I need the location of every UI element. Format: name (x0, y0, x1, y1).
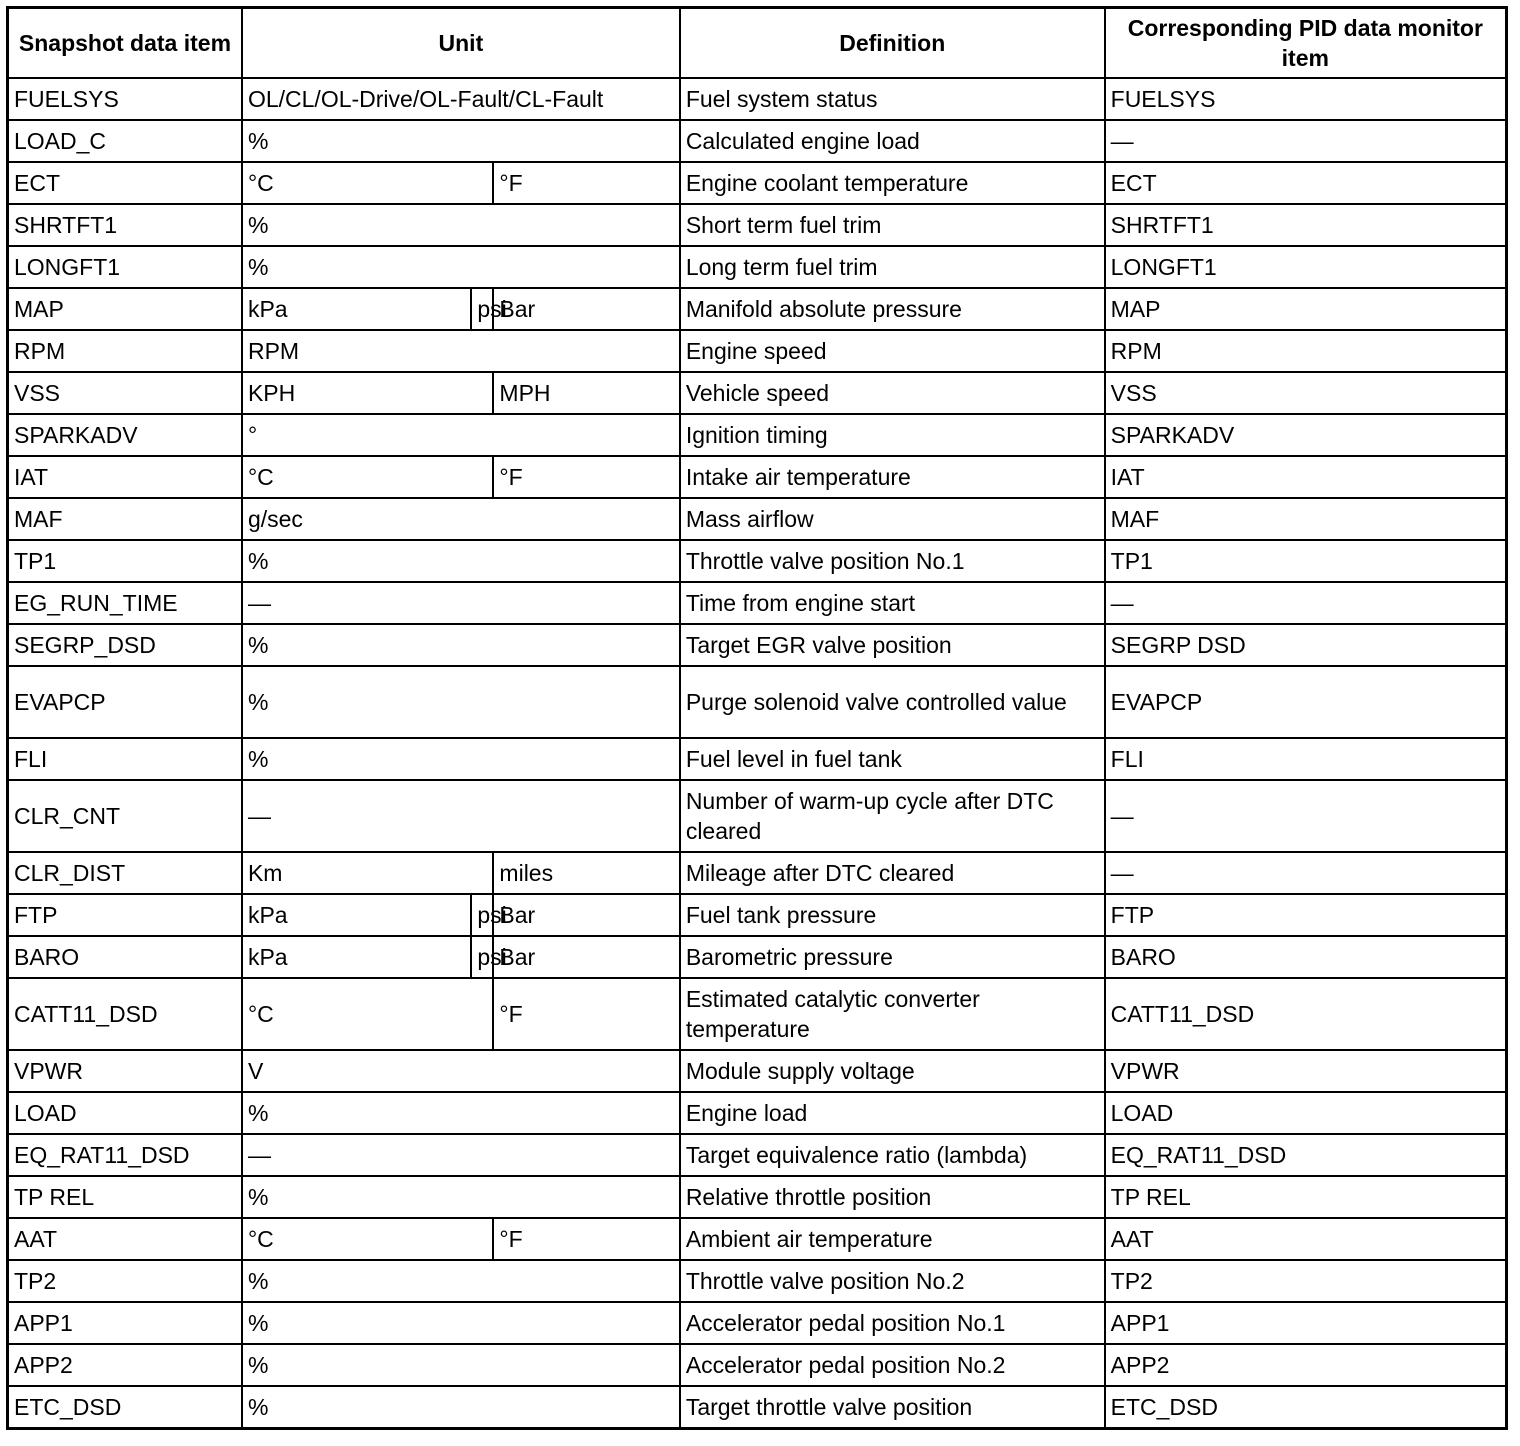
header-pid-item: Corresponding PID data monitor item (1105, 8, 1507, 79)
definition-cell: Estimated catalytic converter temperature (680, 978, 1105, 1050)
definition-cell: Number of warm-up cycle after DTC cleared (680, 780, 1105, 852)
table-header-row (8, 8, 1507, 79)
unit-cell: % (242, 1344, 680, 1386)
snapshot-item-cell: LOAD_C (8, 120, 242, 162)
pid-item-cell: LONGFT1 (1105, 246, 1507, 288)
unit-cell: °C (242, 1218, 493, 1260)
unit-alt-cell: °F (493, 1218, 679, 1260)
table-body (8, 78, 1507, 1428)
definition-cell: Ambient air temperature (680, 1218, 1105, 1260)
snapshot-item-cell: CATT11_DSD (8, 978, 242, 1050)
unit-cell: % (242, 1386, 680, 1428)
unit-cell: °C (242, 978, 493, 1050)
unit-cell: % (242, 738, 680, 780)
header-unit: Unit (242, 8, 680, 79)
table-row (8, 1344, 1507, 1386)
table-row (8, 1176, 1507, 1218)
table-row (8, 894, 1507, 936)
snapshot-item-cell: MAP (8, 288, 242, 330)
snapshot-item-cell: ECT (8, 162, 242, 204)
table-row (8, 1134, 1507, 1176)
snapshot-item-cell: CLR_CNT (8, 780, 242, 852)
unit-cell: Km (242, 852, 493, 894)
unit-cell: °C (242, 456, 493, 498)
table-row (8, 120, 1507, 162)
unit-alt-cell: °F (493, 978, 679, 1050)
table-row (8, 1386, 1507, 1428)
pid-item-cell: BARO (1105, 936, 1507, 978)
unit-cell: g/sec (242, 498, 680, 540)
definition-cell: Long term fuel trim (680, 246, 1105, 288)
snapshot-data-document (6, 6, 1508, 1430)
unit-alt2-cell: Bar (493, 894, 679, 936)
unit-cell: ° (242, 414, 680, 456)
unit-alt2-cell: Bar (493, 936, 679, 978)
unit-alt-cell: MPH (493, 372, 679, 414)
table-row (8, 498, 1507, 540)
snapshot-item-cell: FTP (8, 894, 242, 936)
unit-cell: % (242, 1092, 680, 1134)
pid-item-cell: IAT (1105, 456, 1507, 498)
pid-item-cell: FTP (1105, 894, 1507, 936)
unit-cell: % (242, 204, 680, 246)
definition-cell: Mass airflow (680, 498, 1105, 540)
table-row (8, 852, 1507, 894)
definition-cell: Calculated engine load (680, 120, 1105, 162)
definition-cell: Engine load (680, 1092, 1105, 1134)
snapshot-item-cell: BARO (8, 936, 242, 978)
table-row (8, 582, 1507, 624)
snapshot-item-cell: LOAD (8, 1092, 242, 1134)
unit-cell: % (242, 540, 680, 582)
table-row (8, 780, 1507, 852)
pid-item-cell: MAF (1105, 498, 1507, 540)
pid-item-cell: MAP (1105, 288, 1507, 330)
unit-alt-cell: psi (471, 288, 493, 330)
definition-cell: Throttle valve position No.2 (680, 1260, 1105, 1302)
pid-item-cell: — (1105, 120, 1507, 162)
definition-cell: Target equivalence ratio (lambda) (680, 1134, 1105, 1176)
snapshot-item-cell: SHRTFT1 (8, 204, 242, 246)
definition-cell: Fuel system status (680, 78, 1105, 120)
header-snapshot-data-item: Snapshot data item (8, 8, 242, 79)
snapshot-item-cell: FUELSYS (8, 78, 242, 120)
snapshot-item-cell: CLR_DIST (8, 852, 242, 894)
unit-cell: — (242, 582, 680, 624)
snapshot-item-cell: EG_RUN_TIME (8, 582, 242, 624)
unit-alt-cell: °F (493, 456, 679, 498)
snapshot-item-cell: APP1 (8, 1302, 242, 1344)
snapshot-item-cell: TP2 (8, 1260, 242, 1302)
definition-cell: Fuel tank pressure (680, 894, 1105, 936)
unit-alt-cell: miles (493, 852, 679, 894)
table-row (8, 666, 1507, 738)
unit-cell: % (242, 246, 680, 288)
pid-item-cell: APP1 (1105, 1302, 1507, 1344)
pid-item-cell: VPWR (1105, 1050, 1507, 1092)
unit-cell: °C (242, 162, 493, 204)
pid-item-cell: TP REL (1105, 1176, 1507, 1218)
definition-cell: Time from engine start (680, 582, 1105, 624)
pid-item-cell: — (1105, 582, 1507, 624)
unit-cell: OL/CL/OL-Drive/OL-Fault/CL-Fault (242, 78, 680, 120)
definition-cell: Relative throttle position (680, 1176, 1105, 1218)
definition-cell: Short term fuel trim (680, 204, 1105, 246)
definition-cell: Accelerator pedal position No.2 (680, 1344, 1105, 1386)
pid-item-cell: TP1 (1105, 540, 1507, 582)
table-row (8, 330, 1507, 372)
definition-cell: Intake air temperature (680, 456, 1105, 498)
definition-cell: Mileage after DTC cleared (680, 852, 1105, 894)
unit-alt-cell: psi (471, 894, 493, 936)
unit-cell: % (242, 666, 680, 738)
header-definition: Definition (680, 8, 1105, 79)
unit-cell: % (242, 624, 680, 666)
pid-item-cell: ECT (1105, 162, 1507, 204)
pid-item-cell: — (1105, 780, 1507, 852)
table-row (8, 372, 1507, 414)
table-row (8, 738, 1507, 780)
pid-item-cell: CATT11_DSD (1105, 978, 1507, 1050)
definition-cell: Vehicle speed (680, 372, 1105, 414)
pid-item-cell: RPM (1105, 330, 1507, 372)
unit-alt-cell: °F (493, 162, 679, 204)
pid-item-cell: TP2 (1105, 1260, 1507, 1302)
pid-item-cell: FUELSYS (1105, 78, 1507, 120)
table-row (8, 456, 1507, 498)
definition-cell: Throttle valve position No.1 (680, 540, 1105, 582)
table-row (8, 204, 1507, 246)
unit-cell: — (242, 1134, 680, 1176)
definition-cell: Manifold absolute pressure (680, 288, 1105, 330)
definition-cell: Ignition timing (680, 414, 1105, 456)
table-row (8, 936, 1507, 978)
table-row (8, 1092, 1507, 1134)
table-row (8, 1260, 1507, 1302)
snapshot-item-cell: APP2 (8, 1344, 242, 1386)
unit-cell: V (242, 1050, 680, 1092)
table-row (8, 288, 1507, 330)
table-row (8, 624, 1507, 666)
definition-cell: Accelerator pedal position No.1 (680, 1302, 1105, 1344)
pid-item-cell: SEGRP DSD (1105, 624, 1507, 666)
pid-item-cell: EQ_RAT11_DSD (1105, 1134, 1507, 1176)
snapshot-item-cell: RPM (8, 330, 242, 372)
unit-cell: % (242, 1176, 680, 1218)
unit-cell: kPa (242, 894, 471, 936)
table-row (8, 1218, 1507, 1260)
pid-item-cell: AAT (1105, 1218, 1507, 1260)
table-row (8, 246, 1507, 288)
definition-cell: Target throttle valve position (680, 1386, 1105, 1428)
unit-cell: RPM (242, 330, 680, 372)
unit-cell: % (242, 1260, 680, 1302)
snapshot-data-table (6, 6, 1508, 1430)
definition-cell: Barometric pressure (680, 936, 1105, 978)
snapshot-item-cell: SEGRP_DSD (8, 624, 242, 666)
unit-cell: kPa (242, 288, 471, 330)
definition-cell: Target EGR valve position (680, 624, 1105, 666)
table-row (8, 978, 1507, 1050)
unit-alt2-cell: Bar (493, 288, 679, 330)
pid-item-cell: EVAPCP (1105, 666, 1507, 738)
pid-item-cell: ETC_DSD (1105, 1386, 1507, 1428)
definition-cell: Purge solenoid valve controlled value (680, 666, 1105, 738)
pid-item-cell: FLI (1105, 738, 1507, 780)
unit-cell: % (242, 1302, 680, 1344)
snapshot-item-cell: LONGFT1 (8, 246, 242, 288)
definition-cell: Engine speed (680, 330, 1105, 372)
pid-item-cell: SHRTFT1 (1105, 204, 1507, 246)
unit-cell: kPa (242, 936, 471, 978)
snapshot-item-cell: VSS (8, 372, 242, 414)
table-row (8, 162, 1507, 204)
table-row (8, 414, 1507, 456)
unit-alt-cell: psi (471, 936, 493, 978)
table-row (8, 78, 1507, 120)
snapshot-item-cell: MAF (8, 498, 242, 540)
snapshot-item-cell: EVAPCP (8, 666, 242, 738)
pid-item-cell: APP2 (1105, 1344, 1507, 1386)
table-row (8, 1302, 1507, 1344)
table-row (8, 1050, 1507, 1092)
definition-cell: Engine coolant temperature (680, 162, 1105, 204)
unit-cell: KPH (242, 372, 493, 414)
snapshot-item-cell: TP1 (8, 540, 242, 582)
snapshot-item-cell: AAT (8, 1218, 242, 1260)
pid-item-cell: — (1105, 852, 1507, 894)
pid-item-cell: VSS (1105, 372, 1507, 414)
snapshot-item-cell: FLI (8, 738, 242, 780)
snapshot-item-cell: SPARKADV (8, 414, 242, 456)
snapshot-item-cell: ETC_DSD (8, 1386, 242, 1428)
pid-item-cell: SPARKADV (1105, 414, 1507, 456)
unit-cell: — (242, 780, 680, 852)
definition-cell: Fuel level in fuel tank (680, 738, 1105, 780)
pid-item-cell: LOAD (1105, 1092, 1507, 1134)
snapshot-item-cell: EQ_RAT11_DSD (8, 1134, 242, 1176)
definition-cell: Module supply voltage (680, 1050, 1105, 1092)
snapshot-item-cell: TP REL (8, 1176, 242, 1218)
unit-cell: % (242, 120, 680, 162)
table-row (8, 540, 1507, 582)
snapshot-item-cell: IAT (8, 456, 242, 498)
snapshot-item-cell: VPWR (8, 1050, 242, 1092)
